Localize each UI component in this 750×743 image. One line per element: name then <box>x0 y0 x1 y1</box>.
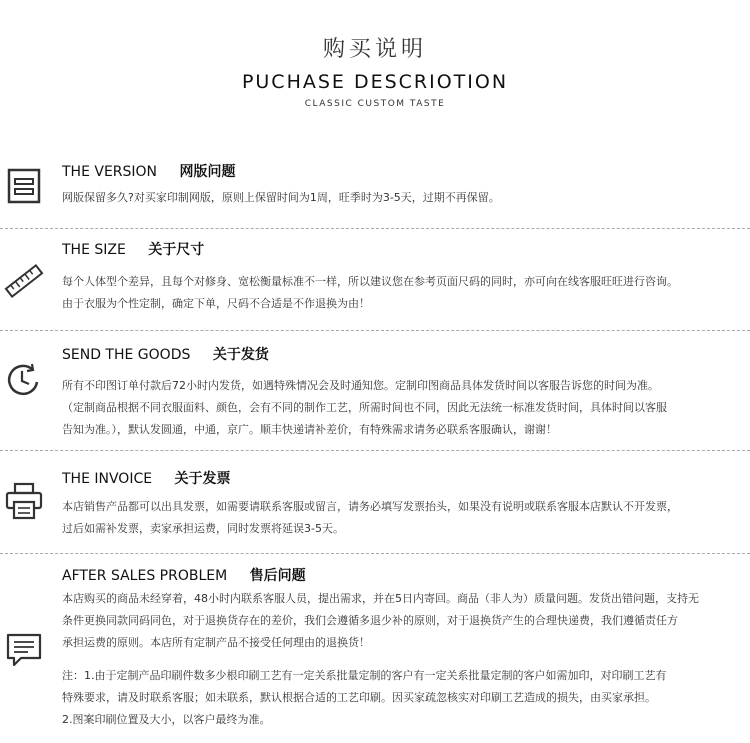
section-title-cn: 关于发货 <box>212 347 269 363</box>
divider <box>0 553 750 554</box>
text-line: 本店购买的商品未经穿着，48小时内联系客服人员，提出需求，并在5日内寄回。商品（非人为）质量问题。发货出错问题，支持无 <box>62 592 699 605</box>
text-line: 网版保留多久?对买家印制网版，原则上保留时间为1周，旺季时为3-5天，过期不再保留。 <box>62 191 500 204</box>
text-line: 过后如需补发票，卖家承担运费，同时发票将延误3-5天。 <box>62 522 344 535</box>
page-subtitle: CLASSIC CUSTOM TASTE <box>304 99 446 109</box>
section-title <box>62 469 231 489</box>
section-title-cn: 关于尺寸 <box>148 242 205 258</box>
section-title <box>62 162 236 182</box>
note-line: 特殊要求，请及时联系客服；如未联系，默认根据合适的工艺印刷。因买家疏忽核实对印刷工艺造成的损失，由买家承担。 <box>62 691 656 704</box>
page-title-cn: 购买说明 <box>322 37 427 62</box>
section-text <box>62 588 742 654</box>
section-title-cn: 售后问题 <box>249 568 306 584</box>
section-text <box>62 187 742 209</box>
section-title-en: THE SIZE <box>62 242 126 258</box>
section-title-en: THE VERSION <box>62 164 158 180</box>
text-line: 告知为准。），默认发圆通，中通，京广。顺丰快递请补差价，有特殊需求请务必联系客服确认，谢谢！ <box>62 423 557 436</box>
divider <box>0 228 750 229</box>
text-line: 条件更换同款同码同色，对于退换货存在的差价，我们会遵循多退少补的原则，对于退换货产生的合理快递费，我们遵循责任方 <box>62 614 678 627</box>
note-line: 注：1.由于定制产品印刷件数多少根印刷工艺有一定关系批量定制的客户有一定关系批量定制的客户如需加印，对印刷工艺有 <box>62 669 667 682</box>
divider <box>0 450 750 451</box>
section-title-cn: 网版问题 <box>179 164 236 180</box>
text-line: 每个人体型个差异，且每个对修身、宽松衡量标准不一样，所以建议您在参考页面尺码的同时，亦可向在线客服旺旺进行咨询。 <box>62 275 678 288</box>
divider <box>0 330 750 331</box>
printer-icon <box>4 481 44 521</box>
plate-icon <box>4 166 44 206</box>
section-notes <box>62 665 742 731</box>
text-line: 由于衣服为个性定制，确定下单，尺码不合适是不作退换为由！ <box>62 297 370 310</box>
clock-icon <box>4 359 44 399</box>
section-text <box>62 496 742 540</box>
section-text <box>62 375 742 441</box>
message-icon <box>4 630 44 670</box>
text-line: 所有不印图订单付款后72小时内发货，如遇特殊情况会及时通知您。定制印图商品具体发货时间以客服告诉您的时间为准。 <box>62 379 659 392</box>
section-title-cn: 关于发票 <box>174 471 231 487</box>
section-text <box>62 271 742 315</box>
text-line: 承担运费的原则。本店所有定制产品不接受任何理由的退换货！ <box>62 636 370 649</box>
section-title-en: THE INVOICE <box>62 471 153 487</box>
section-title <box>62 240 204 260</box>
section-title-en: SEND THE GOODS <box>62 347 191 363</box>
section-title-en: AFTER SALES PROBLEM <box>62 568 228 584</box>
page-title-en: PUCHASE DESCRIOTION <box>241 71 509 93</box>
text-line: （定制商品根据不同衣服面料、颜色，会有不同的制作工艺，所需时间也不同，因此无法统一标准发货时间，具体时间以客服 <box>62 401 667 414</box>
ruler-icon <box>4 261 44 301</box>
note-line: 2.图案印刷位置及大小，以客户最终为准。 <box>62 713 271 726</box>
text-line: 本店销售产品都可以出具发票，如需要请联系客服或留言，请务必填写发票抬头，如果没有说明或联系客服本店默认不开发票， <box>62 500 678 513</box>
section-title <box>62 566 306 586</box>
section-title <box>62 345 269 365</box>
page-header <box>0 36 750 110</box>
